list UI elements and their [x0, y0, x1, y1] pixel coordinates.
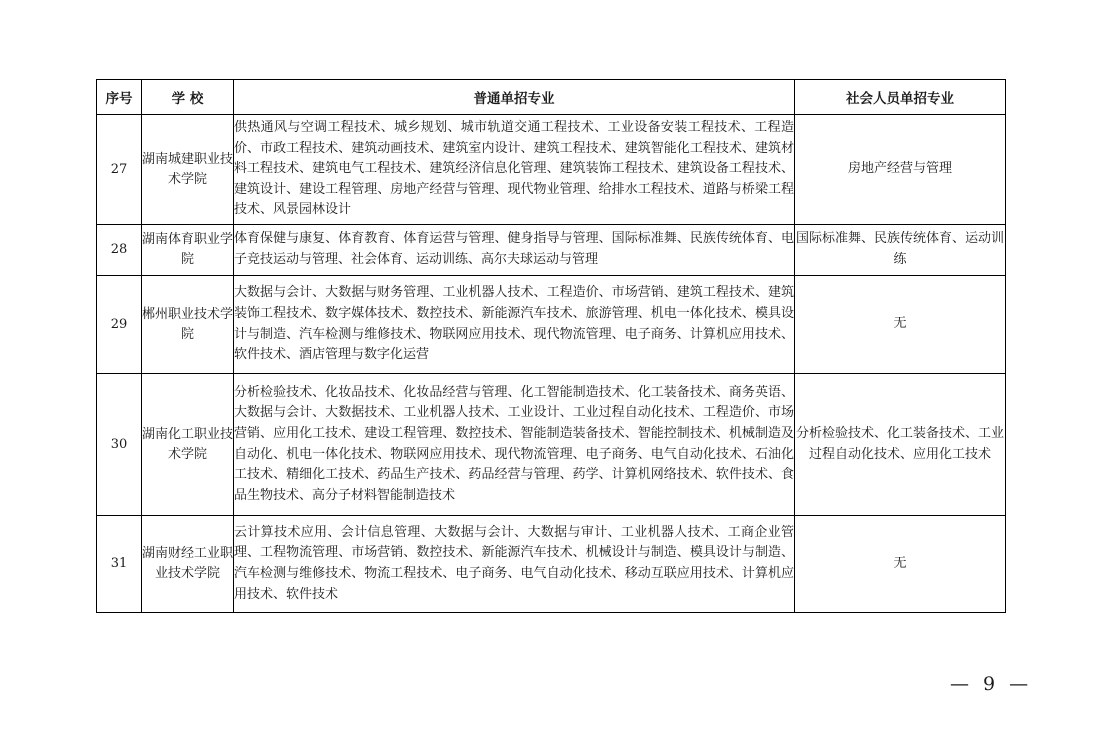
regular-majors: 分析检验技术、化妆品技术、化妆品经营与管理、化工智能制造技术、化工装备技术、商务英语、大数据与会计、大数据技术、工业机器人技术、工业设计、工业过程自动化技术、工程造价、市场营销、应用化工技术、建设工程管理、数控技术、智能制造装备技术、智能控制技术、机械制造及自动化、机电一体化技术、物联网应用技术、现代物流管理、电子商务、电气自动化技术、石油化工技术、精细化工技术、药品生产技术、药品经营与管理、药学、计算机网络技术、软件技术、食品生物技术、高分子材料智能制造技术 — [234, 374, 795, 516]
header-school: 学 校 — [142, 80, 234, 115]
row-number: 30 — [97, 374, 142, 516]
social-majors: 分析检验技术、化工装备技术、工业过程自动化技术、应用化工技术 — [795, 374, 1006, 516]
table-row — [97, 374, 1006, 516]
school-name: 湖南体育职业学院 — [142, 225, 234, 276]
regular-majors: 体育保健与康复、体育教育、体育运营与管理、健身指导与管理、国际标准舞、民族传统体育、电子竞技运动与管理、社会体育、运动训练、高尔夫球运动与管理 — [234, 225, 795, 276]
header-regular-majors: 普通单招专业 — [234, 80, 795, 115]
header-social-majors: 社会人员单招专业 — [795, 80, 1006, 115]
regular-majors: 供热通风与空调工程技术、城乡规划、城市轨道交通工程技术、工业设备安装工程技术、工程造价、市政工程技术、建筑动画技术、建筑室内设计、建筑工程技术、建筑智能化工程技术、建筑材料工程技术、建筑电气工程技术、建筑经济信息化管理、建筑装饰工程技术、建筑设备工程技术、建筑设计、建设工程管理、房地产经营与管理、现代物业管理、给排水工程技术、道路与桥梁工程技术、风景园林设计 — [234, 115, 795, 225]
social-majors: 国际标准舞、民族传统体育、运动训练 — [795, 225, 1006, 276]
header-number: 序号 — [97, 80, 142, 115]
table-row — [97, 276, 1006, 374]
table-row — [97, 225, 1006, 276]
regular-majors: 大数据与会计、大数据与财务管理、工业机器人技术、工程造价、市场营销、建筑工程技术、建筑装饰工程技术、数字媒体技术、数控技术、新能源汽车技术、旅游管理、机电一体化技术、模具设计与制造、汽车检测与维修技术、物联网应用技术、现代物流管理、电子商务、计算机应用技术、软件技术、酒店管理与数字化运营 — [234, 276, 795, 374]
row-number: 31 — [97, 516, 142, 613]
row-number: 27 — [97, 115, 142, 225]
table-row — [97, 115, 1006, 225]
school-name: 郴州职业技术学院 — [142, 276, 234, 374]
school-name: 湖南城建职业技术学院 — [142, 115, 234, 225]
regular-majors: 云计算技术应用、会计信息管理、大数据与会计、大数据与审计、工业机器人技术、工商企业管理、工程物流管理、市场营销、数控技术、新能源汽车技术、机械设计与制造、模具设计与制造、汽车检测与维修技术、物流工程技术、电子商务、电气自动化技术、移动互联应用技术、计算机应用技术、软件技术 — [234, 516, 795, 613]
row-number: 28 — [97, 225, 142, 276]
row-number: 29 — [97, 276, 142, 374]
social-majors: 无 — [795, 276, 1006, 374]
page-number: — 9 — — [950, 673, 1033, 695]
school-name: 湖南财经工业职业技术学院 — [142, 516, 234, 613]
table-row — [97, 516, 1006, 613]
admission-majors-table — [96, 79, 1006, 613]
table-header-row — [97, 80, 1006, 115]
school-name: 湖南化工职业技术学院 — [142, 374, 234, 516]
social-majors: 无 — [795, 516, 1006, 613]
social-majors: 房地产经营与管理 — [795, 115, 1006, 225]
